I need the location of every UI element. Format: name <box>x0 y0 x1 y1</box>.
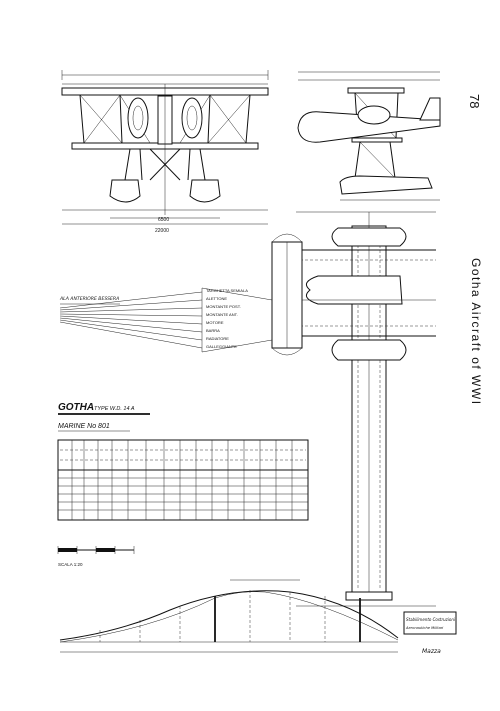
callout-list <box>206 288 248 349</box>
drawing-type: TYPE W.D. 14 A <box>94 406 135 412</box>
svg-text:22000: 22000 <box>155 228 169 234</box>
svg-text:6500: 6500 <box>158 217 170 223</box>
drawing-title: GOTHA <box>58 402 95 413</box>
callout-label: GALLEGGIANTE <box>206 344 237 349</box>
front-view-label: ALA ANTERIORE BESSERA <box>60 297 120 302</box>
callout-label: ALETTONE <box>206 296 228 301</box>
scale-bar <box>58 546 134 567</box>
maker-line-1: Stabilimento Costruzioni <box>406 617 455 622</box>
serial-label: MARINE No 801 <box>58 423 110 430</box>
callout-label: TARGHETTA SEMIALA <box>206 288 248 293</box>
callout-label: MOTORE <box>206 320 224 325</box>
data-table <box>58 440 308 520</box>
page-number: 78 <box>467 94 482 109</box>
plan-view <box>296 212 436 606</box>
callout-label: MONTANTE POST. <box>206 304 241 309</box>
running-title: Gotha Aircraft of WWI <box>469 258 483 406</box>
wing-profile <box>60 580 398 652</box>
maker-block <box>404 612 456 655</box>
callout-label: BARRA <box>206 328 220 333</box>
strut-detail <box>59 234 302 355</box>
scale-label: SCALA 1:20 <box>58 562 83 567</box>
title-block <box>58 402 150 431</box>
side-view <box>298 72 440 200</box>
front-view <box>62 70 268 234</box>
callout-label: MONTANTE ANT. <box>206 312 238 317</box>
maker-line-2: Aeronautiche Militari <box>406 626 444 630</box>
callout-label: RADIATORE <box>206 336 229 341</box>
signature: Mazza <box>422 648 441 655</box>
